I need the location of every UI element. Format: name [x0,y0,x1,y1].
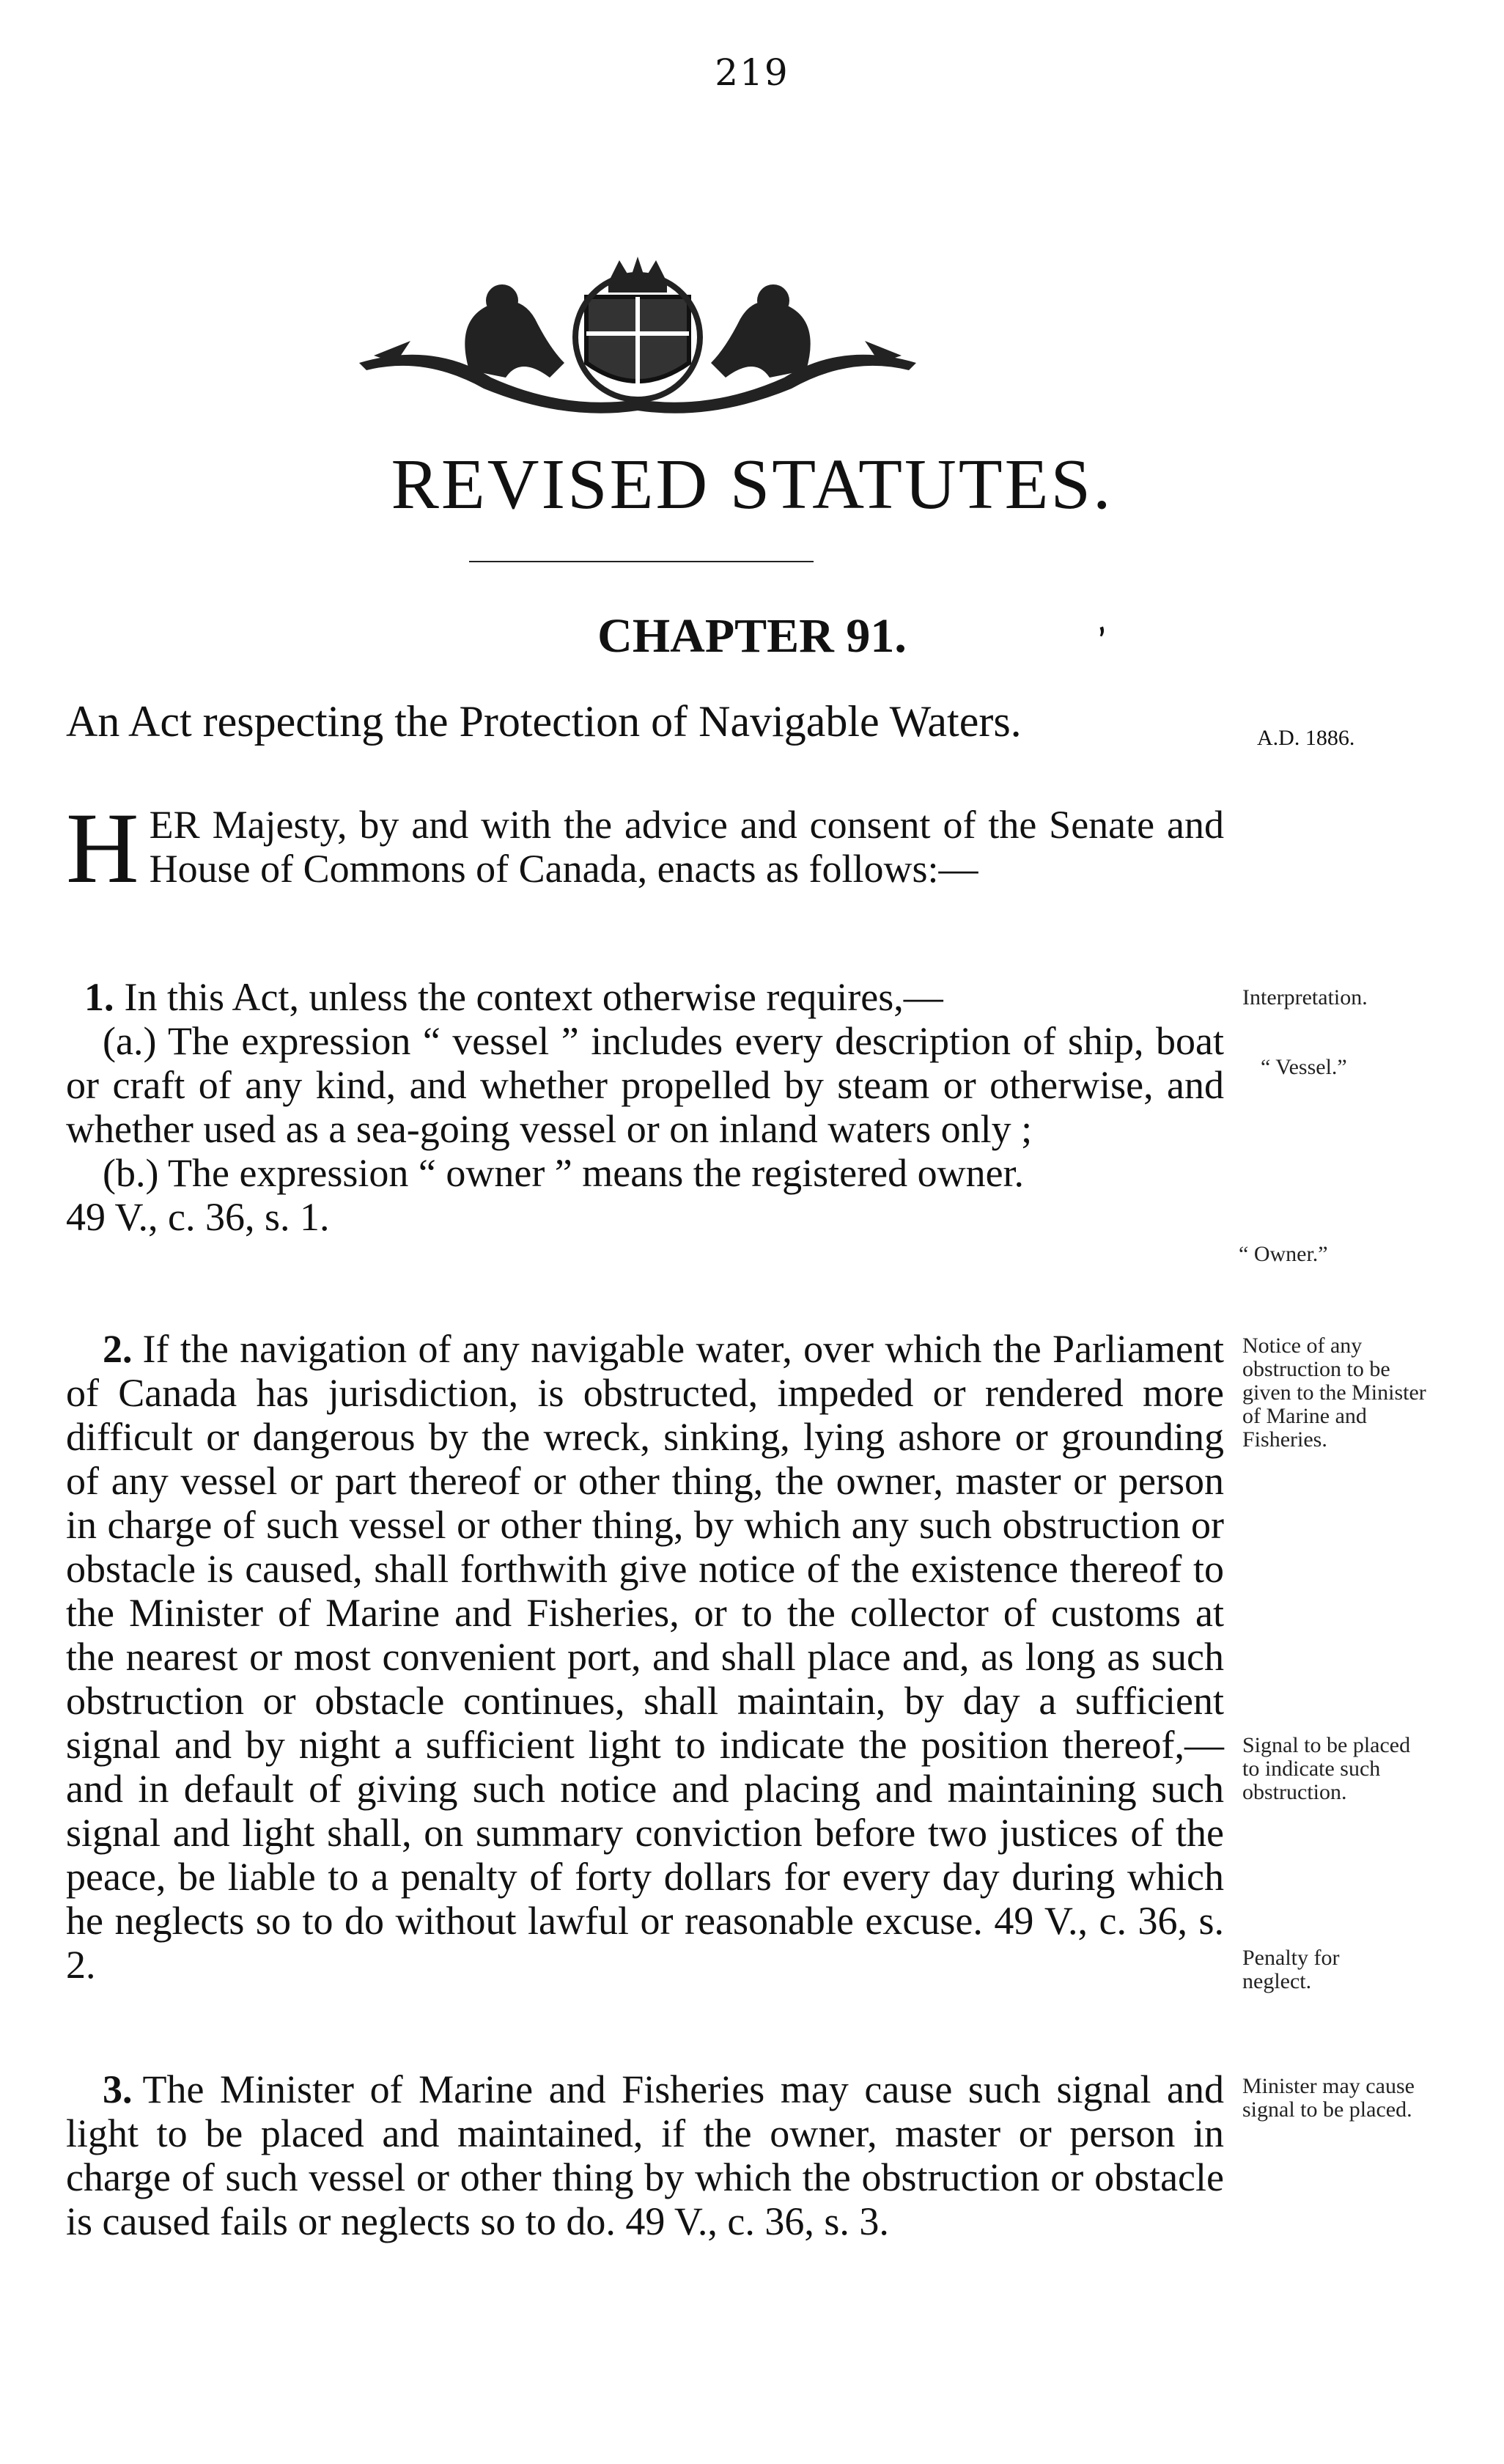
section-1 [66,975,1224,1239]
section-1-clause-a: (a.) The expression “ vessel ” includes every description of ship, boat or craft of any kind, and whether propelled by steam or otherwise, and whether used as a sea-going vessel or on inland waters only ; [66,1019,1224,1151]
margin-note-penalty: Penalty for neglect. [1242,1946,1340,1993]
margin-note-owner: “ Owner.” [1239,1242,1328,1266]
margin-note-interpretation: Interpretation. [1242,985,1368,1009]
chapter-heading: CHAPTER 91. [597,609,907,663]
margin-note-vessel: “ Vessel.” [1261,1055,1347,1079]
margin-note-notice: Notice of any obstruction to be given to the Minister of Marine and Fisheries. [1242,1334,1426,1452]
section-2-citation: 49 V., c. 36, s. 2. [66,1899,1225,1987]
section-3-citation: 49 V., c. 36, s. 3. [625,2199,889,2243]
section-2-text: If the navigation of any navigable water, over which the Parliament of Canada has jurisdiction, is obstructed, impeded or rendered more difficult or dangerous by the wreck, sinking, lying ashore or grounding of any vessel or part thereof or other thing, the owner, master or person in charge of such vessel or other thing, by which any such obstruction or obstacle is caused, shall forthwith give notice of the existence thereof to the Minister of Marine and Fisheries, or to the collector of customs at the nearest or most convenient port, and shall place and, as long as such obstruction or obstacle continues, shall maintain, by day a sufficient signal and by night a sufficient light to indicate the position thereof,—and in default of giving such notice and placing and maintaining such signal and light shall, on summary conviction before two justices of the peace, be liable to a penalty of forty dollars for every day during which he neglects so to do without lawful or reasonable excuse. [66,1327,1224,1943]
enacting-text: ER Majesty, by and with the advice and consent of the Senate and House of Commons of Canada, enacts as follows:— [149,803,1224,891]
margin-note-signal: Signal to be placed to indicate such obstruction. [1242,1733,1411,1804]
section-3-text: The Minister of Marine and Fisheries may cause such signal and light to be placed and maintained, if the owner, master or person in charge of such vessel or other thing by which the obstruction or obstacle is caused fails or neglects so to do. [66,2067,1224,2243]
act-title: An Act respecting the Protection of Navigable Waters. [66,697,1022,746]
section-1-citation: 49 V., c. 36, s. 1. [66,1195,330,1239]
margin-note-minister: Minister may cause signal to be placed. [1242,2074,1415,2122]
title-rule [469,561,814,562]
drop-cap: H [66,792,139,904]
section-3 [66,2067,1224,2243]
section-1-number: 1. [84,975,114,1019]
section-2-number: 2. [103,1327,133,1371]
act-date: A.D. 1886. [1257,726,1355,750]
royal-coat-of-arms-emblem [344,253,931,414]
enacting-clause [66,792,1224,904]
section-3-number: 3. [103,2067,133,2111]
section-1-intro: In this Act, unless the context otherwise requires,— [124,975,943,1019]
document-title: REVISED STATUTES. [391,445,1113,524]
section-1-clause-b: (b.) The expression “ owner ” means the registered owner. [103,1151,1025,1195]
page-number: 219 [715,51,789,94]
tick-mark: ’ [1092,619,1118,663]
section-2 [66,1327,1224,1987]
section-1-intro-line [66,975,1224,1019]
